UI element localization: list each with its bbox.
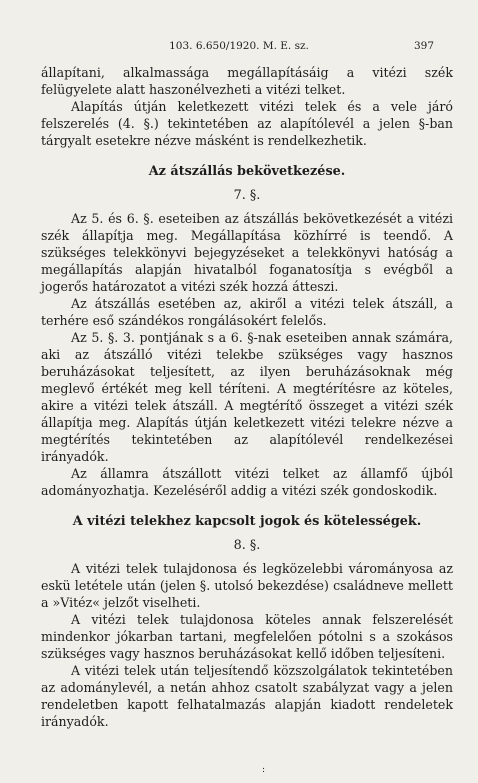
paragraph: állapítani, alkalmasságа megállapításáig a vitézi szék felügyelete alatt haszonélvezheti a vitézi telket.	[41, 65, 453, 97]
running-header	[0, 40, 478, 54]
section-number: 8. §.	[233, 538, 261, 553]
paragraph: Az 5. §. 3. pontjának s a 6. §-nak eseteiben annak számára, aki az átszálló vitézi telekbe szükséges vagy hasznos beruházásokat teljesített, az ilyen beruházásoknak még meglevő értékét meg kell téríteni. A megtérítésre az köteles, akire a vitézi telek átszáll. A megtérítő összeget a vitézi szék állapítja meg. Alapítás útján keletkezett vitézi telekre nézve a megtérítés tekintetében az alapítólevél rendelkezései irányadók.	[41, 330, 453, 464]
section-number: 7. §.	[233, 188, 261, 203]
paragraph: A vitézi telek után teljesítendő közszolgálatok tekintetében az adománylevél, a netán ahhoz csatolt szabályzat vagy a jelen rendeletben kapott felhatalmazás alapján kiadott rendeletek irányadók.	[41, 663, 453, 729]
paragraph: Az 5. és 6. §. eseteiben az átszállás bekövetkezését a vitézi szék állapítja meg. Megállapítása közhírré is teendő. A szükséges telekkönyvi bejegyzéseket a telekkönyvi hatóság a megállapítás alapján hivatalból foganatosítja s evégből a jogerős határozatot a vitézi szék hozzá átteszi.	[41, 211, 453, 294]
paragraph: Alapítás útján keletkezett vitézi telek és a vele járó felszerelés (4. §.) tekintetében az alapítólevél a jelen §-ban tárgyalt esetekre nézve másként is rendelkezhetik.	[41, 99, 453, 148]
print-mark: :	[262, 765, 266, 775]
paragraph: Az államra átszállott vitézi telket az államfő újból adományozhatja. Kezeléséről addig a vitézi szék gondoskodik.	[41, 466, 453, 498]
page-number: 397	[413, 40, 434, 52]
header-reference: 103. 6.650/1920. M. E. sz.	[169, 40, 309, 52]
paragraph: A vitézi telek tulajdonosa és legközelebbi várományosa az eskü letétele után (jelen §. utolsó bekezdése) családneve mellett a »Vitéz« jelzőt viselheti.	[41, 561, 453, 610]
section-heading: A vitézi telekhez kapcsolt jogok és kötelességek.	[72, 514, 422, 529]
paragraph: A vitézi telek tulajdonosa köteles annak felszerelését mindenkor jókarban tartani, megfelelően pótolni s a szokásos szükséges vagy hasznos beruházásokat kellő időben teljesíteni.	[41, 612, 453, 661]
paragraph: Az átszállás esetében az, akiről a vitézi telek átszáll, a terhére eső szándékos rongálásokért felelős.	[41, 296, 453, 328]
section-heading: Az átszállás bekövetkezése.	[148, 164, 346, 179]
document-body	[41, 64, 453, 730]
